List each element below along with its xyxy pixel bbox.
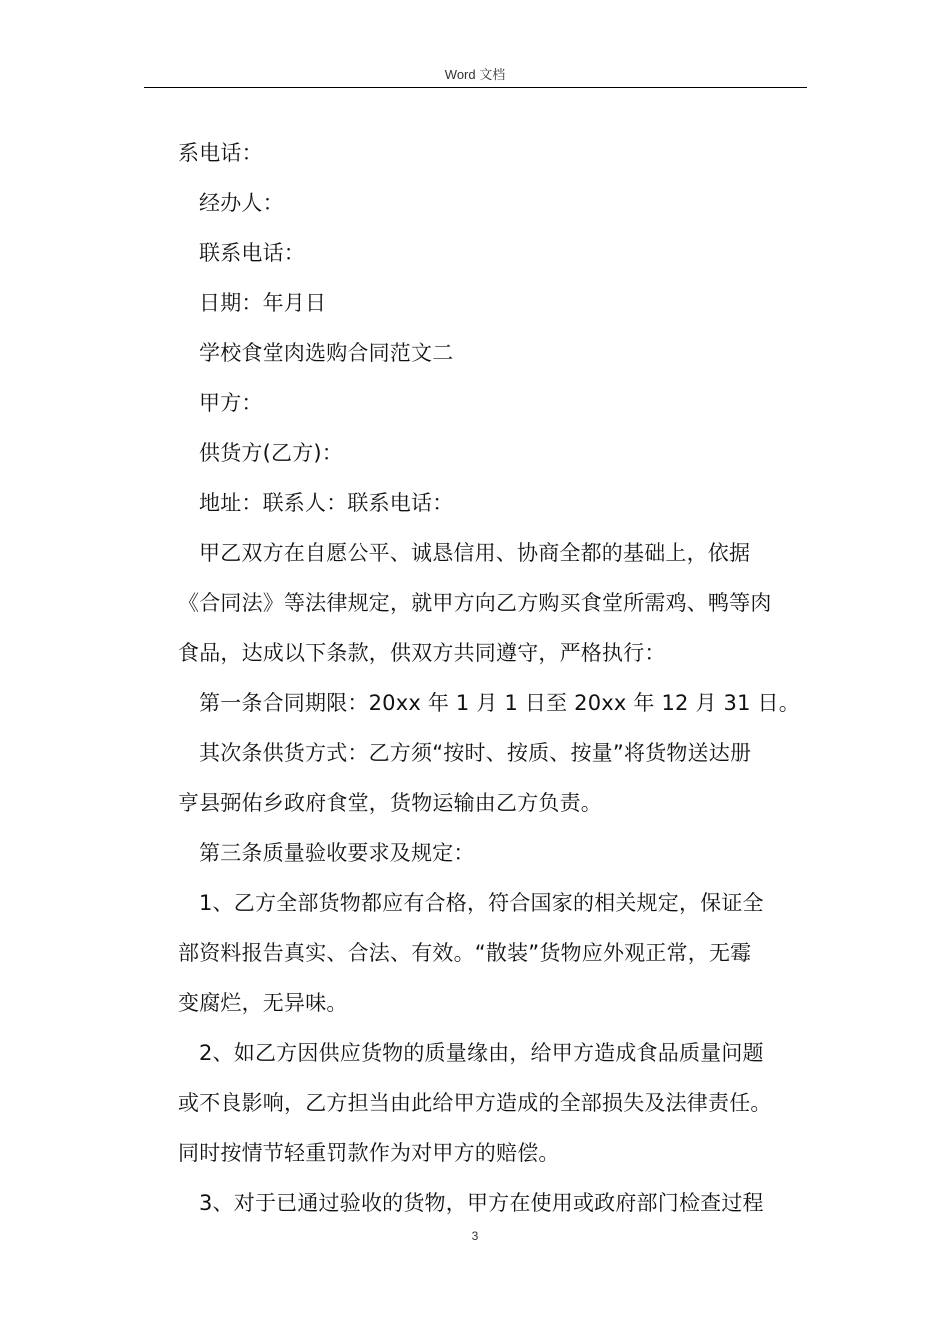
body-line: 3、对于已通过验收的货物，甲方在使用或政府部门检查过程 (199, 1191, 764, 1215)
body-line: 第三条质量验收要求及规定： (199, 841, 475, 865)
body-line: 日期：年月日 (199, 291, 327, 315)
body-line: 或不良影响，乙方担当由此给甲方造成的全部损失及法律责任。 (178, 1091, 772, 1115)
body-line: 供货方(乙方)： (199, 441, 343, 465)
body-line: 2、如乙方因供应货物的质量缘由，给甲方造成食品质量问题 (199, 1041, 764, 1065)
body-line: 同时按情节轻重罚款作为对甲方的赔偿。 (178, 1141, 560, 1165)
body-line: 《合同法》等法律规定，就甲方向乙方购买食堂所需鸡、鸭等肉 (178, 591, 772, 615)
header-divider (144, 87, 807, 88)
body-line: 联系电话： (199, 241, 305, 265)
body-line: 经办人： (199, 191, 284, 215)
page-header-title: Word 文档 (444, 67, 506, 82)
body-line: 食品，达成以下条款，供双方共同遵守，严格执行： (178, 641, 666, 665)
body-line: 系电话： (178, 141, 263, 165)
body-line: 部资料报告真实、合法、有效。“散装”货物应外观正常，无霉 (178, 941, 752, 965)
body-line: 甲乙双方在自愿公平、诚恳信用、协商全都的基础上，依据 (199, 541, 751, 565)
body-line: 甲方： (199, 391, 263, 415)
body-line: 1、乙方全部货物都应有合格，符合国家的相关规定，保证全 (199, 891, 764, 915)
document-body (178, 128, 804, 1228)
page-number: 3 (471, 1229, 479, 1243)
body-line: 地址：联系人：联系电话： (199, 491, 454, 515)
body-line: 其次条供货方式：乙方须“按时、按质、按量”将货物送达册 (199, 741, 752, 765)
section-title: 学校食堂肉选购合同范文二 (199, 341, 454, 365)
body-line: 亨县弼佑乡政府食堂，货物运输由乙方负责。 (178, 791, 602, 815)
body-line: 变腐烂，无异味。 (178, 991, 348, 1015)
body-line: 第一条合同期限：20xx 年 1 月 1 日至 20xx 年 12 月 31 日。 (199, 691, 800, 715)
